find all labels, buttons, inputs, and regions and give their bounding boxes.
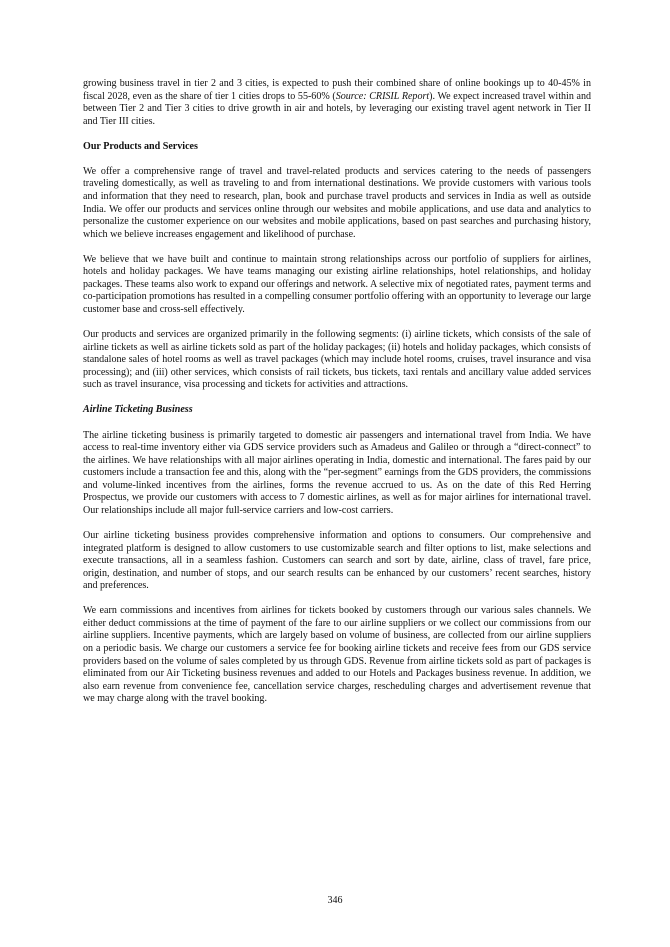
products-services-paragraph-2: We believe that we have built and continue to maintain strong relationships across our portfolio of suppliers for airlines, hotels and holiday packages. We have teams managing our existing airline relationships, hotel relationships, and holiday packages. These teams also work to expand our offerings and network. A selective mix of negotiated rates, payment terms and co-participation promotions has resulted in a compelling consumer portfolio offering with an opportunity to leverage our large customer base and cross-sell effectively. <box>83 253 591 315</box>
intro-text-after: ). We expect increased travel within and between Tier 2 and Tier 3 cities to drive growth in air and hotels, by leveraging our existing travel agent network in Tier II and Tier III cities. <box>83 90 591 127</box>
airline-ticketing-paragraph-2: Our airline ticketing business provides comprehensive information and options to consumers. Our comprehensive and integrated platform is designed to allow customers to use customizable search and filter options to list, make selections and execute transactions, all in a seamless fashion. Customers can search and sort by date, airline, class of travel, fare price, origin, destination, and number of stops, and our search results can be enhanced by our customers’ recent searches, history and preferences. <box>83 530 591 592</box>
products-services-heading: Our Products and Services <box>83 140 198 152</box>
page-number: 346 <box>327 895 343 906</box>
document-page <box>83 78 591 718</box>
intro-paragraph <box>83 78 591 128</box>
intro-source-citation: Source: CRISIL Report <box>335 90 430 102</box>
products-services-paragraph-1: We offer a comprehensive range of travel and travel-related products and services catering to the needs of passengers traveling domestically, as well as traveling to and from international destinations. We provide customers with various tools and information that they need to research, plan, book and purchase travel products and services in India as well as outside India. We offer our products and services online through our websites and mobile applications, and use data and analytics to personalize the customer experience on our websites and mobile applications, based on past searches and purchasing history, which we believe increases engagement and likelihood of purchase. <box>83 165 591 240</box>
intro-text-before: growing business travel in tier 2 and 3 cities, is expected to push their combined share of online bookings up to 40-45% in fiscal 2028, even as the share of tier 1 cities drops to 55-60% ( <box>83 78 591 102</box>
airline-ticketing-heading: Airline Ticketing Business <box>83 404 193 416</box>
products-services-paragraph-3: Our products and services are organized primarily in the following segments: (i) airline tickets, which consists of the sale of airline tickets as well as airline tickets sold as part of the holiday packages; (ii) hotels and holiday packages, which consists of standalone sales of hotel rooms as well as travel packages (which may include hotel rooms, cruises, travel insurance and visa processing); and (iii) other services, which consists of rail tickets, bus tickets, taxi rentals and ancillary value added services such as travel insurance, visa processing and tickets for activities and attractions. <box>83 329 591 391</box>
airline-ticketing-paragraph-1: The airline ticketing business is primarily targeted to domestic air passengers and international travel from India. We have access to real-time inventory either via GDS service providers such as Amadeus and Galileo or through a “direct-connect” to the airlines. We have relationships with all major airlines operating in India, domestic and international. The fares paid by our customers include a transaction fee and this, along with the “per-segment” earnings from the GDS providers, the commissions and volume-linked incentives from the airlines, forms the revenue accrued to us. As on the date of this Red Herring Prospectus, we provide our customers with access to 7 domestic airlines, as well as for major airlines for international travel. Our relationships include all major full-service carriers and low-cost carriers. <box>83 429 591 516</box>
airline-ticketing-paragraph-3: We earn commissions and incentives from airlines for tickets booked by customers through our various sales channels. We either deduct commissions at the time of payment of the fare to our airline suppliers or we collect our commissions from our airline suppliers. Incentive payments, which are largely based on volume of business, are collected from our airline suppliers on a periodic basis. We charge our customers a service fee for booking airline tickets and receive fees from our GDS service providers based on the volume of sales completed by us through GDS. Revenue from airline tickets sold as part of packages is eliminated from our Air Ticketing business revenues and added to our Hotels and Packages business revenue. In addition, we also earn revenue from convenience fee, cancellation service charges, rescheduling charges and advertisement revenue that we may charge along with the travel booking. <box>83 605 591 705</box>
